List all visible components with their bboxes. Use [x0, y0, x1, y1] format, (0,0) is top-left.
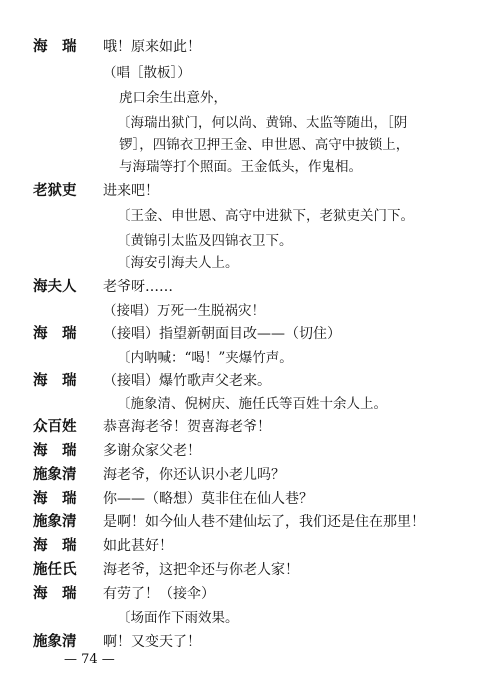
stage-direction: （接唱）万死一生脱祸灾！ — [103, 303, 265, 319]
speaker-name: 施象清 — [33, 634, 77, 650]
dialogue-line: 海老爷，这把伞还与你老人家！ — [103, 562, 299, 578]
dialogue-line: 啊！又变天了！ — [103, 634, 201, 650]
page-number: — 74 — — [64, 652, 115, 667]
speaker-name: 海 瑞 — [33, 538, 77, 554]
dialogue-line: 多谢众家父老！ — [103, 443, 201, 459]
speaker-name: 海 瑞 — [33, 373, 77, 389]
speaker-name: 海夫人 — [33, 279, 77, 295]
dialogue-line: 有劳了！（接伞） — [103, 586, 215, 602]
dialogue-line: 恭喜海老爷！贺喜海老爷！ — [103, 419, 271, 435]
dialogue-line: 哦！原来如此！ — [103, 39, 201, 55]
stage-direction: 〔场面作下雨效果。 — [117, 610, 239, 626]
speaker-name: 众百姓 — [33, 419, 77, 435]
speaker-name: 施象清 — [33, 514, 77, 530]
stage-direction: （唱［散板］） — [103, 65, 191, 81]
stage-direction: 〔王金、申世恩、高守中进狱下，老狱吏关门下。 — [117, 208, 414, 224]
dialogue-line: 进来吧！ — [103, 183, 159, 199]
speaker-name: 施任氏 — [33, 562, 77, 578]
dialogue-line: （接唱）指望新朝面目改——（切住） — [103, 326, 341, 342]
speaker-name: 海 瑞 — [33, 586, 77, 602]
stage-direction: 〔内呐喊：“喝！”夹爆竹声。 — [117, 350, 293, 366]
stage-direction: 锣］，四锦衣卫押王金、申世恩、高守中披锁上， — [119, 137, 410, 153]
speaker-name: 海 瑞 — [33, 491, 77, 507]
stage-direction: 〔海安引海夫人上。 — [117, 255, 239, 271]
dialogue-line: 海老爷，你还认识小老儿吗？ — [103, 467, 285, 483]
dialogue-line: 你——（略想）莫非住在仙人巷？ — [103, 491, 313, 507]
stage-direction: 虎口余生出意外， — [119, 90, 227, 106]
stage-direction: 与海瑞等打个照面。王金低头，作鬼相。 — [119, 159, 362, 175]
dialogue-line: 老爷呀…… — [103, 279, 173, 295]
speaker-name: 海 瑞 — [33, 326, 77, 342]
speaker-name: 海 瑞 — [33, 443, 77, 459]
dialogue-line: 如此甚好！ — [103, 538, 173, 554]
stage-direction: 〔海瑞出狱门，何以尚、黄锦、太监等随出，［阴 — [117, 115, 408, 131]
speaker-name: 老狱吏 — [33, 183, 77, 199]
dialogue-line: （接唱）爆竹歌声父老来。 — [103, 373, 271, 389]
dialogue-line: 是啊！如今仙人巷不建仙坛了，我们还是住在那里！ — [103, 514, 425, 530]
stage-direction: 〔黄锦引太监及四锦衣卫下。 — [117, 233, 293, 249]
speaker-name: 施象清 — [33, 467, 77, 483]
stage-direction: 〔施象清、倪树庆、施任氏等百姓十余人上。 — [117, 396, 387, 412]
speaker-name: 海 瑞 — [33, 39, 77, 55]
